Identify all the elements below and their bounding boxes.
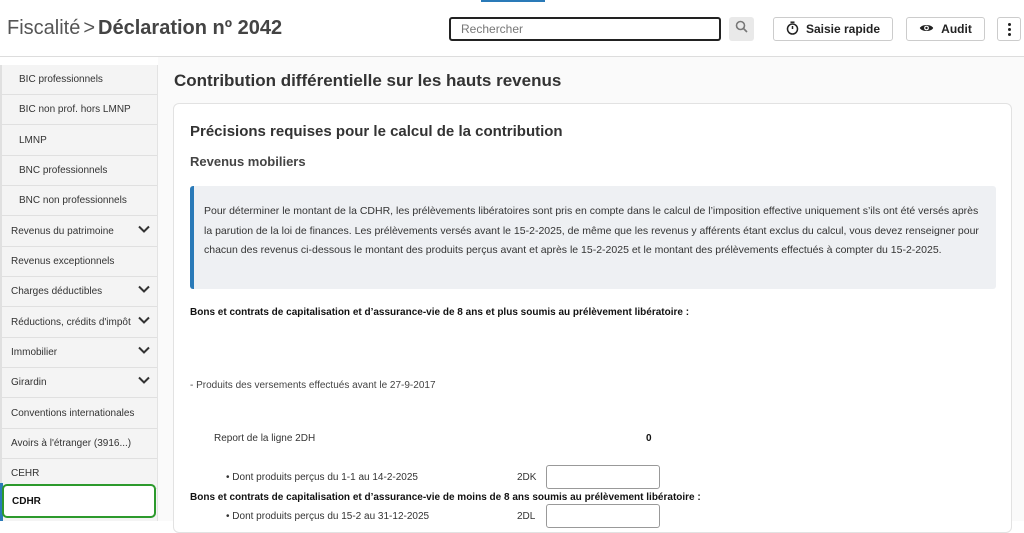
search-input[interactable] bbox=[449, 17, 721, 41]
row-2dl-label: • Dont produits perçus du 15-2 au 31-12-2025 bbox=[226, 511, 430, 522]
sidebar-item-revenus-patrimoine[interactable] bbox=[0, 217, 157, 247]
sidebar-item-label: CEHR bbox=[11, 468, 40, 479]
section-heading: Contribution différentielle sur les hauts revenus bbox=[174, 71, 562, 90]
search-button[interactable] bbox=[729, 17, 754, 41]
info-callout-text: Pour déterminer le montant de la CDHR, les prélèvements libératoires sont pris en compte dans le calcul de l’imposition effective uniquement s’ils ont été versés après la parution de la loi de finances. Les prélèvements versés avant le 15-2-2025, de même que les revenus y afférents étant exclus du calcul, vous devez renseigner pour chacun des revenus ci-dessous le montant des produits perçus avant et après le 15-2-2025 et le montant des prélèvements effectués à compter du 15-2-2025. bbox=[204, 205, 979, 256]
chevron-down-icon bbox=[138, 346, 150, 357]
sidebar-item-label: Girardin bbox=[11, 377, 47, 388]
sidebar-item-charges-deductibles[interactable] bbox=[0, 277, 157, 307]
sidebar-item-label: LMNP bbox=[19, 135, 47, 146]
breadcrumb-fiscalite[interactable]: Fiscalité bbox=[7, 17, 81, 39]
row-2dl-code: 2DL bbox=[517, 511, 536, 522]
produits-versements-note: - Produits des versements effectués avant le 27-9-2017 bbox=[190, 380, 436, 391]
audit-button[interactable] bbox=[906, 17, 985, 41]
more-vertical-icon bbox=[1008, 23, 1011, 36]
report-2dh-label: Report de la ligne 2DH bbox=[214, 433, 316, 444]
chevron-down-icon bbox=[138, 316, 150, 327]
info-callout bbox=[190, 186, 996, 289]
chevron-down-icon bbox=[138, 376, 150, 387]
report-2dh-value: 0 bbox=[646, 433, 652, 444]
contribution-card bbox=[173, 103, 1012, 533]
sidebar-item-label: BIC professionnels bbox=[19, 74, 103, 85]
stopwatch-icon bbox=[786, 21, 799, 38]
sidebar-item-immobilier[interactable] bbox=[0, 338, 157, 368]
page-title bbox=[7, 15, 282, 41]
sidebar-item-label: Avoirs à l'étranger (3916...) bbox=[11, 438, 132, 449]
sidebar-item-bic-non-prof[interactable] bbox=[0, 95, 157, 125]
sidebar-item-label: Revenus du patrimoine bbox=[11, 226, 114, 237]
quick-entry-button[interactable] bbox=[773, 17, 893, 41]
top-accent-line bbox=[481, 0, 545, 2]
sidebar-item-label: Charges déductibles bbox=[11, 286, 103, 297]
sidebar-item-label: Conventions internationales bbox=[11, 408, 135, 419]
sidebar-item-conventions-internationales[interactable] bbox=[0, 399, 157, 429]
quick-entry-label: Saisie rapide bbox=[805, 22, 881, 36]
chevron-down-icon bbox=[138, 285, 150, 296]
audit-label: Audit bbox=[941, 22, 972, 36]
eye-icon bbox=[919, 22, 934, 36]
sidebar-item-girardin[interactable] bbox=[0, 368, 157, 398]
subsection-title: Revenus mobiliers bbox=[190, 154, 306, 169]
top-bar bbox=[0, 0, 1024, 57]
row-2dk-code: 2DK bbox=[517, 472, 537, 483]
field-2dl[interactable] bbox=[546, 504, 660, 528]
sidebar-item-label: BNC non professionnels bbox=[19, 195, 127, 206]
sidebar-item-bnc-professionnels[interactable] bbox=[0, 156, 157, 186]
sidebar-item-bic-professionnels[interactable] bbox=[0, 65, 157, 95]
sidebar-item-avoirs-etranger[interactable] bbox=[0, 429, 157, 459]
bons-8-ans-plus-heading: Bons et contrats de capitalisation et d’assurance-vie de 8 ans et plus soumis au prélèvement libératoire : bbox=[190, 307, 690, 318]
sidebar-item-bnc-non-professionnels[interactable] bbox=[0, 186, 157, 216]
more-options-button[interactable] bbox=[997, 17, 1021, 41]
sidebar-item-revenus-exceptionnels[interactable] bbox=[0, 247, 157, 277]
sidebar-item-lmnp[interactable] bbox=[0, 126, 157, 156]
bons-moins-8-ans-heading: Bons et contrats de capitalisation et d’assurance-vie de moins de 8 ans soumis au prélèvement libératoire : bbox=[190, 492, 701, 503]
sidebar-item-label: Revenus exceptionnels bbox=[11, 256, 115, 267]
field-2dk[interactable] bbox=[546, 465, 660, 489]
breadcrumb-separator: > bbox=[83, 17, 96, 39]
sidebar-item-reductions-credits[interactable] bbox=[0, 308, 157, 338]
sidebar-item-cdhr[interactable] bbox=[2, 484, 156, 518]
chevron-down-icon bbox=[138, 225, 150, 236]
sidebar-item-label: Immobilier bbox=[11, 347, 58, 358]
sidebar-item-label: Réductions, crédits d'impôt bbox=[11, 317, 131, 328]
card-title: Précisions requises pour le calcul de la contribution bbox=[190, 123, 563, 140]
sidebar-item-label: BIC non prof. hors LMNP bbox=[19, 104, 131, 115]
search-icon bbox=[735, 20, 748, 38]
row-2dk-label: • Dont produits perçus du 1-1 au 14-2-2025 bbox=[226, 472, 418, 483]
sidebar-item-label: CDHR bbox=[12, 495, 41, 507]
sidebar-item-label: BNC professionnels bbox=[19, 165, 108, 176]
breadcrumb-current: Déclaration nº 2042 bbox=[98, 17, 283, 39]
sidebar bbox=[0, 65, 158, 521]
main-content bbox=[158, 57, 1024, 521]
